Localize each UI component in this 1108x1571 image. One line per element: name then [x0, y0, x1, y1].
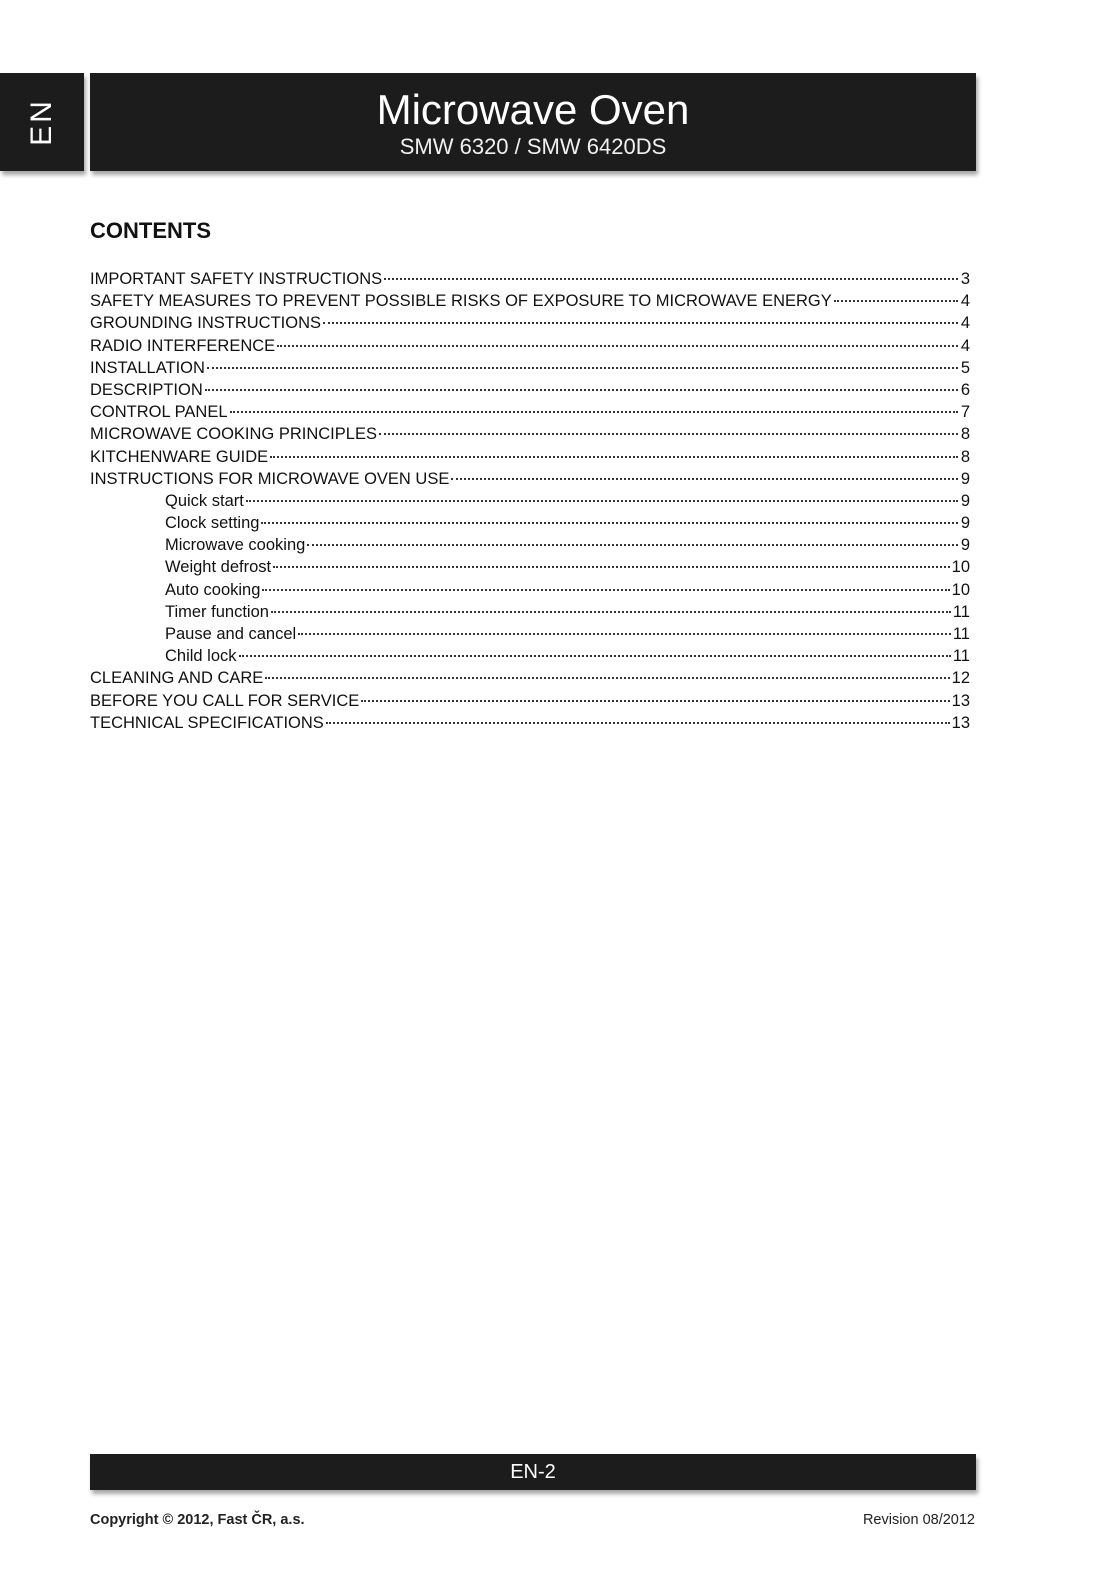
toc-dot-leader — [270, 456, 958, 458]
toc-entry[interactable] — [90, 556, 970, 578]
language-tab — [0, 73, 84, 171]
copyright-notice: Copyright © 2012, Fast ČR, a.s. — [90, 1512, 305, 1528]
toc-dot-leader — [384, 278, 958, 280]
toc-dot-leader — [451, 478, 958, 480]
toc-entry[interactable] — [90, 645, 970, 667]
toc-dot-leader — [262, 589, 949, 591]
footer-page-bar — [90, 1454, 976, 1490]
toc-entry-label: Microwave cooking — [165, 536, 306, 555]
toc-entry[interactable] — [90, 423, 970, 445]
toc-entry[interactable] — [90, 290, 970, 312]
toc-dot-leader — [207, 367, 958, 369]
toc-dot-leader — [230, 411, 958, 413]
toc-entry-label: TECHNICAL SPECIFICATIONS — [90, 713, 324, 732]
toc-entry-page: 8 — [960, 425, 970, 444]
toc-entry-page: 8 — [960, 447, 970, 466]
toc-dot-leader — [326, 722, 950, 724]
toc-entry-page: 9 — [960, 491, 970, 510]
header-bar — [90, 73, 976, 171]
toc-entry-label: Auto cooking — [165, 580, 261, 599]
toc-entry-page: 10 — [951, 580, 970, 599]
toc-entry-label: INSTRUCTIONS FOR MICROWAVE OVEN USE — [90, 469, 450, 488]
toc-entry-label: MICROWAVE COOKING PRINCIPLES — [90, 425, 377, 444]
toc-entry-label: Clock setting — [165, 514, 260, 533]
toc-entry-page: 11 — [952, 647, 970, 666]
toc-entry[interactable] — [90, 579, 970, 601]
toc-entry-page: 12 — [951, 669, 970, 688]
model-subtitle: SMW 6320 / SMW 6420DS — [399, 134, 667, 159]
toc-entry-page: 9 — [960, 469, 970, 488]
toc-dot-leader — [205, 389, 958, 391]
toc-entry-page: 4 — [960, 292, 970, 311]
toc-entry-page: 5 — [960, 358, 970, 377]
toc-entry-label: DESCRIPTION — [90, 380, 203, 399]
table-of-contents — [90, 268, 970, 734]
toc-dot-leader — [298, 633, 951, 635]
toc-entry[interactable] — [90, 601, 970, 623]
toc-dot-leader — [361, 700, 949, 702]
toc-entry[interactable] — [90, 623, 970, 645]
toc-entry[interactable] — [90, 312, 970, 334]
toc-dot-leader — [323, 322, 958, 324]
toc-entry[interactable] — [90, 534, 970, 556]
toc-dot-leader — [307, 544, 958, 546]
toc-entry[interactable] — [90, 712, 970, 734]
toc-entry-page: 10 — [951, 558, 970, 577]
toc-entry-page: 9 — [960, 514, 970, 533]
toc-entry[interactable] — [90, 490, 970, 512]
revision-label: Revision 08/2012 — [862, 1512, 975, 1528]
toc-entry[interactable] — [90, 468, 970, 490]
toc-entry-page: 11 — [952, 625, 970, 643]
toc-entry[interactable] — [90, 446, 970, 468]
toc-entry-page: 7 — [960, 403, 970, 422]
toc-entry[interactable] — [90, 335, 970, 357]
toc-entry-page: 4 — [960, 314, 970, 333]
toc-entry-page: 11 — [952, 602, 970, 621]
toc-dot-leader — [834, 300, 958, 302]
toc-entry[interactable] — [90, 379, 970, 401]
toc-entry-label: Child lock — [165, 647, 237, 666]
toc-entry-label: Quick start — [165, 491, 244, 510]
toc-dot-leader — [239, 655, 951, 657]
toc-entry-page: 9 — [960, 536, 970, 555]
page-number: EN-2 — [510, 1461, 556, 1483]
toc-entry-page: 4 — [960, 336, 970, 355]
toc-entry[interactable] — [90, 268, 970, 290]
toc-entry-label: BEFORE YOU CALL FOR SERVICE — [90, 691, 360, 710]
toc-dot-leader — [277, 345, 958, 347]
toc-entry-label: CONTROL PANEL — [90, 403, 228, 422]
language-label: EN — [25, 98, 58, 146]
toc-entry[interactable] — [90, 401, 970, 423]
toc-dot-leader — [246, 500, 958, 502]
toc-entry-label: Weight defrost — [165, 558, 272, 577]
toc-dot-leader — [265, 677, 949, 679]
toc-entry-label: Timer function — [165, 602, 269, 621]
toc-entry-page: 3 — [960, 270, 970, 288]
contents-heading: CONTENTS — [90, 218, 211, 243]
toc-entry-label: RADIO INTERFERENCE — [90, 336, 276, 355]
toc-entry-label: GROUNDING INSTRUCTIONS — [90, 314, 321, 333]
page-title: Microwave Oven — [376, 86, 690, 133]
toc-entry-label: IMPORTANT SAFETY INSTRUCTIONS — [90, 270, 383, 288]
toc-dot-leader — [271, 611, 951, 613]
toc-entry-label: Pause and cancel — [165, 625, 297, 643]
toc-entry-label: KITCHENWARE GUIDE — [90, 447, 269, 466]
toc-entry-page: 13 — [951, 713, 970, 732]
toc-entry-label: INSTALLATION — [90, 358, 205, 377]
toc-entry-page: 6 — [960, 380, 970, 399]
toc-entry[interactable] — [90, 667, 970, 689]
toc-dot-leader — [261, 522, 958, 524]
toc-dot-leader — [273, 566, 950, 568]
toc-entry[interactable] — [90, 690, 970, 712]
toc-dot-leader — [379, 433, 958, 435]
toc-entry-page: 13 — [951, 691, 970, 710]
toc-entry[interactable] — [90, 357, 970, 379]
toc-entry-label: SAFETY MEASURES TO PREVENT POSSIBLE RISKS OF EXPOSURE TO MICROWAVE ENERGY — [90, 292, 832, 311]
toc-entry-label: CLEANING AND CARE — [90, 669, 264, 688]
toc-entry[interactable] — [90, 512, 970, 534]
